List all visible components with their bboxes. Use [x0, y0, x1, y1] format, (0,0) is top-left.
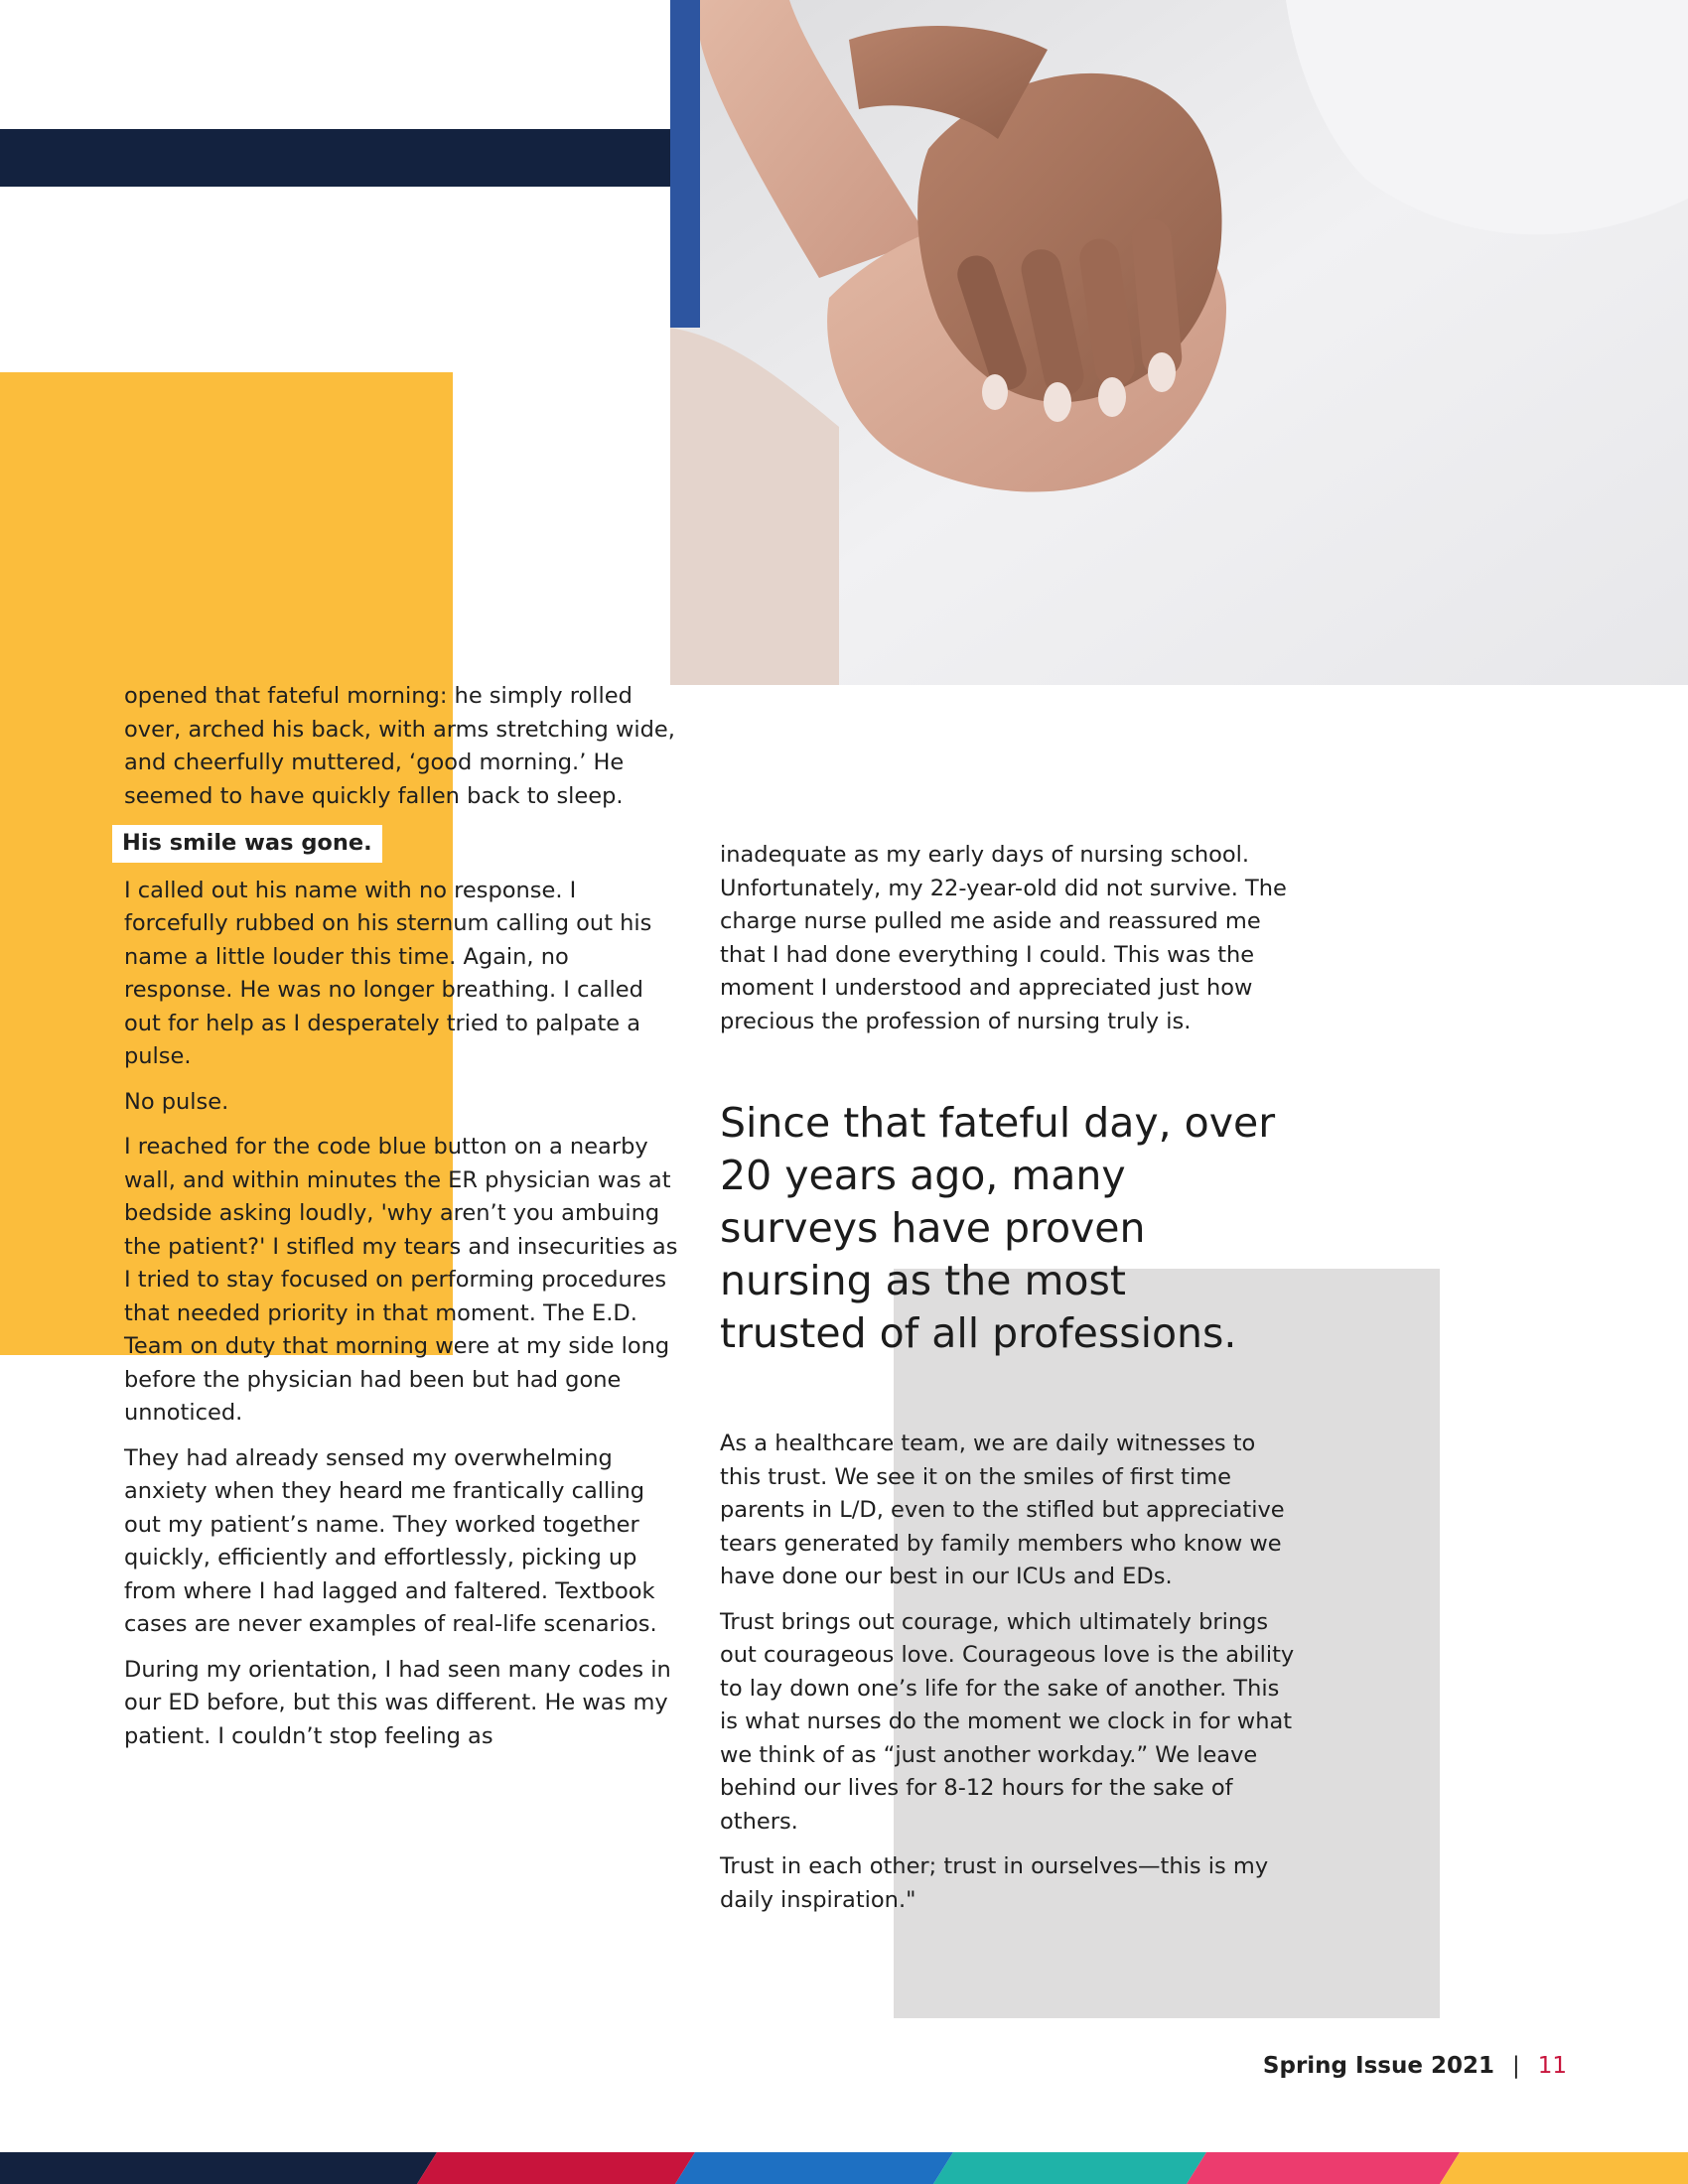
- stripe-blue: [675, 2152, 953, 2184]
- body-paragraph: Trust brings out courage, which ultimately brings out courageous love. Courageous love is the ability to lay down one’s life for the sake of another. This is what nurses do the moment we clock in for what we think of as “just another workday.” We leave behind our lives for 8-12 hours for the sake of others.: [720, 1608, 1295, 1835]
- left-intro-paragraph: opened that fateful morning: he simply rolled over, arched his back, with arms stretching wide, and cheerfully muttered, ‘good morning.’ He seemed to have quickly fallen back to sleep.: [124, 683, 675, 809]
- body-paragraph: No pulse.: [124, 1088, 229, 1115]
- navy-header-bar: [0, 129, 670, 187]
- hands-photo-illustration: [670, 0, 1688, 685]
- right-article-column-top: [720, 839, 1296, 1050]
- hands-holding-photo: [670, 0, 1688, 685]
- body-paragraph: Trust in each other; trust in ourselves—this is my daily inspiration.": [720, 1853, 1269, 1913]
- body-paragraph: I reached for the code blue button on a nearby wall, and within minutes the ER physician was at bedside asking loudly, 'why aren’t you ambuing the patient?' I stifled my tears and insecurities as I tried to stay focused on performing procedures that needed priority in that moment. The E.D. Team on duty that morning were at my side long before the physician had been but had gone unnoticed.: [124, 1134, 678, 1426]
- body-paragraph: They had already sensed my overwhelming anxiety when they heard me frantically calling out my patient’s name. They worked together quickly, efficiently and effortlessly, picking up from where I had lagged and faltered. Textbook cases are never examples of real-life scenarios.: [124, 1444, 657, 1637]
- footer-separator: |: [1511, 2053, 1520, 2079]
- right-article-column-bottom: [720, 1428, 1296, 1929]
- body-paragraph: As a healthcare team, we are daily witnesses to this trust. We see it on the smiles of first time parents in L/D, even to the stifled but appreciative tears generated by family members who know we have done our best in our ICUs and EDs.: [720, 1431, 1285, 1589]
- stripe-teal: [933, 2152, 1206, 2184]
- pull-quote: Since that fateful day, over 20 years ago, many surveys have proven nursing as the most trusted of all professions.: [720, 1099, 1276, 1357]
- page-number: 11: [1537, 2053, 1567, 2079]
- page-footer: [1263, 2053, 1567, 2079]
- color-stripe: [0, 2152, 1688, 2184]
- body-paragraph: I called out his name with no response. I forcefully rubbed on his sternum calling out his name a little louder this time. Again, no response. He was no longer breathing. I called out for help as I desperately tried to palpate a pulse.: [124, 877, 652, 1069]
- stripe-yellow: [1440, 2152, 1688, 2184]
- section-subhead: His smile was gone.: [112, 825, 382, 863]
- body-paragraph: During my orientation, I had seen many codes in our ED before, but this was different. He was my patient. I couldn’t stop feeling as: [124, 1656, 671, 1749]
- stripe-navy: [0, 2152, 437, 2184]
- stripe-pink: [1187, 2152, 1460, 2184]
- body-paragraph: inadequate as my early days of nursing school. Unfortunately, my 22-year-old did not survive. The charge nurse pulled me aside and reassured me that I had done everything I could. This was the moment I understood and appreciated just how precious the profession of nursing truly is.: [720, 842, 1287, 1034]
- issue-label: Spring Issue 2021: [1262, 2053, 1494, 2079]
- stripe-red: [417, 2152, 695, 2184]
- left-article-column: [124, 680, 680, 1765]
